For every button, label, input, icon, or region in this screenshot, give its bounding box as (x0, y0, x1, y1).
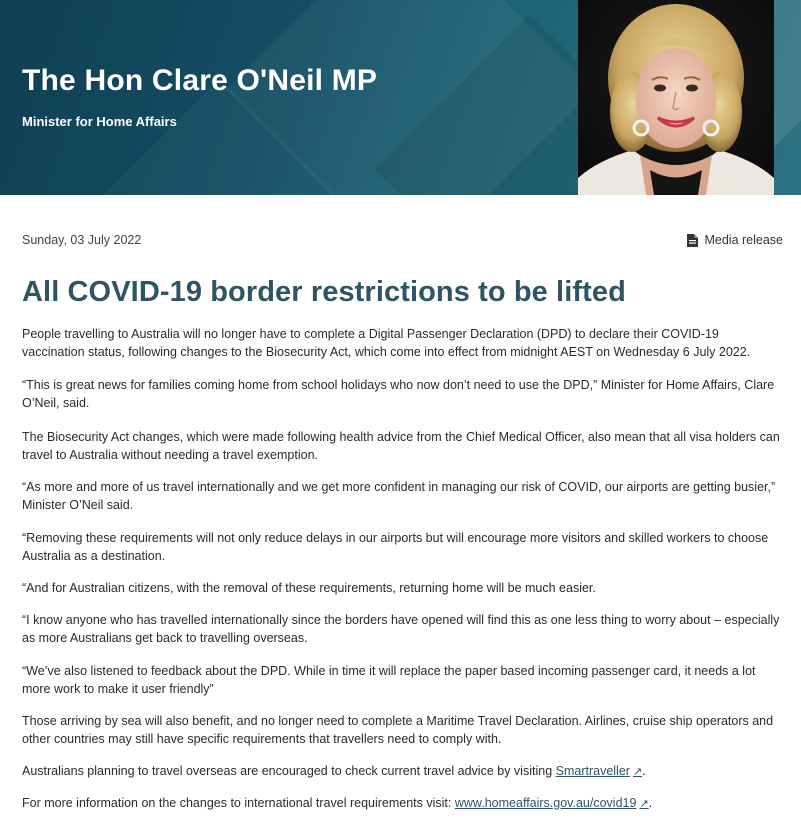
article-paragraph: “And for Australian citizens, with the removal of these requirements, returning home will be much easier. (22, 581, 596, 595)
minister-portrait (578, 0, 774, 195)
external-link-icon: ↗ (639, 798, 649, 810)
smarttraveller-suffix: . (642, 764, 646, 778)
article-paragraph: “Removing these requirements will not only reduce delays in our airports but will encourage more visitors and skilled workers to choose Australia as a destination. (22, 531, 769, 563)
release-type (687, 233, 783, 247)
covid19-link[interactable] (455, 796, 649, 810)
more-info-paragraph (22, 794, 652, 813)
covid19-link-label: www.homeaffairs.gov.au/covid19 (454, 796, 637, 810)
smarttraveller-link-label: Smartraveller (555, 764, 630, 778)
smarttraveller-text: Australians planning to travel overseas are encouraged to check current travel advice by visiting (22, 764, 556, 778)
article-paragraph: “This is great news for families coming home from school holidays who now don’t need to use the DPD,” Minister for Home Affairs, Clare O’Neil, said. (22, 378, 775, 410)
more-info-text: For more information on the changes to international travel requirements visit: (22, 796, 455, 810)
publish-date: Sunday, 03 July 2022 (22, 233, 142, 247)
article-paragraph: “As more and more of us travel internationally and we get more confident in managing our risk of COVID, our airports are getting busier,” Minister O’Neil said. (22, 480, 776, 512)
article-paragraph: The Biosecurity Act changes, which were made following health advice from the Chief Medical Officer, also mean that all visa holders can travel to Australia without needing a travel exemption. (22, 430, 780, 462)
article-meta (22, 233, 783, 251)
article-paragraph: “I know anyone who has travelled internationally since the borders have opened will find this as one less thing to worry about – especially as more Australians get back to travelling overseas. (22, 613, 780, 645)
minister-name: The Hon Clare O'Neil MP (22, 64, 378, 97)
article-paragraph: Those arriving by sea will also benefit, and no longer need to complete a Maritime Travel Declaration. Airlines, cruise ship operators and other countries may still have specific requirements that travellers need to comply with. (22, 714, 774, 746)
document-icon (687, 234, 698, 247)
more-info-suffix: . (648, 796, 653, 810)
smarttraveller-paragraph (22, 762, 646, 781)
minister-portfolio: Minister for Home Affairs (22, 114, 177, 129)
header-banner (0, 0, 801, 195)
external-link-icon: ↗ (632, 766, 643, 778)
release-type-label: Media release (704, 233, 783, 247)
article-paragraph: “We’ve also listened to feedback about the DPD. While in time it will replace the paper based incoming passenger card, it needs a lot more work to make it user friendly” (22, 664, 756, 696)
article-headline: All COVID-19 border restrictions to be lifted (22, 276, 626, 308)
article-paragraph: People travelling to Australia will no longer have to complete a Digital Passenger Declaration (DPD) to declare their COVID-19 vaccination status, following changes to the Biosecurity Act, which come into effect from midnight AEST on Wednesday 6 July 2022. (22, 327, 751, 359)
smarttraveller-link[interactable] (555, 764, 646, 778)
